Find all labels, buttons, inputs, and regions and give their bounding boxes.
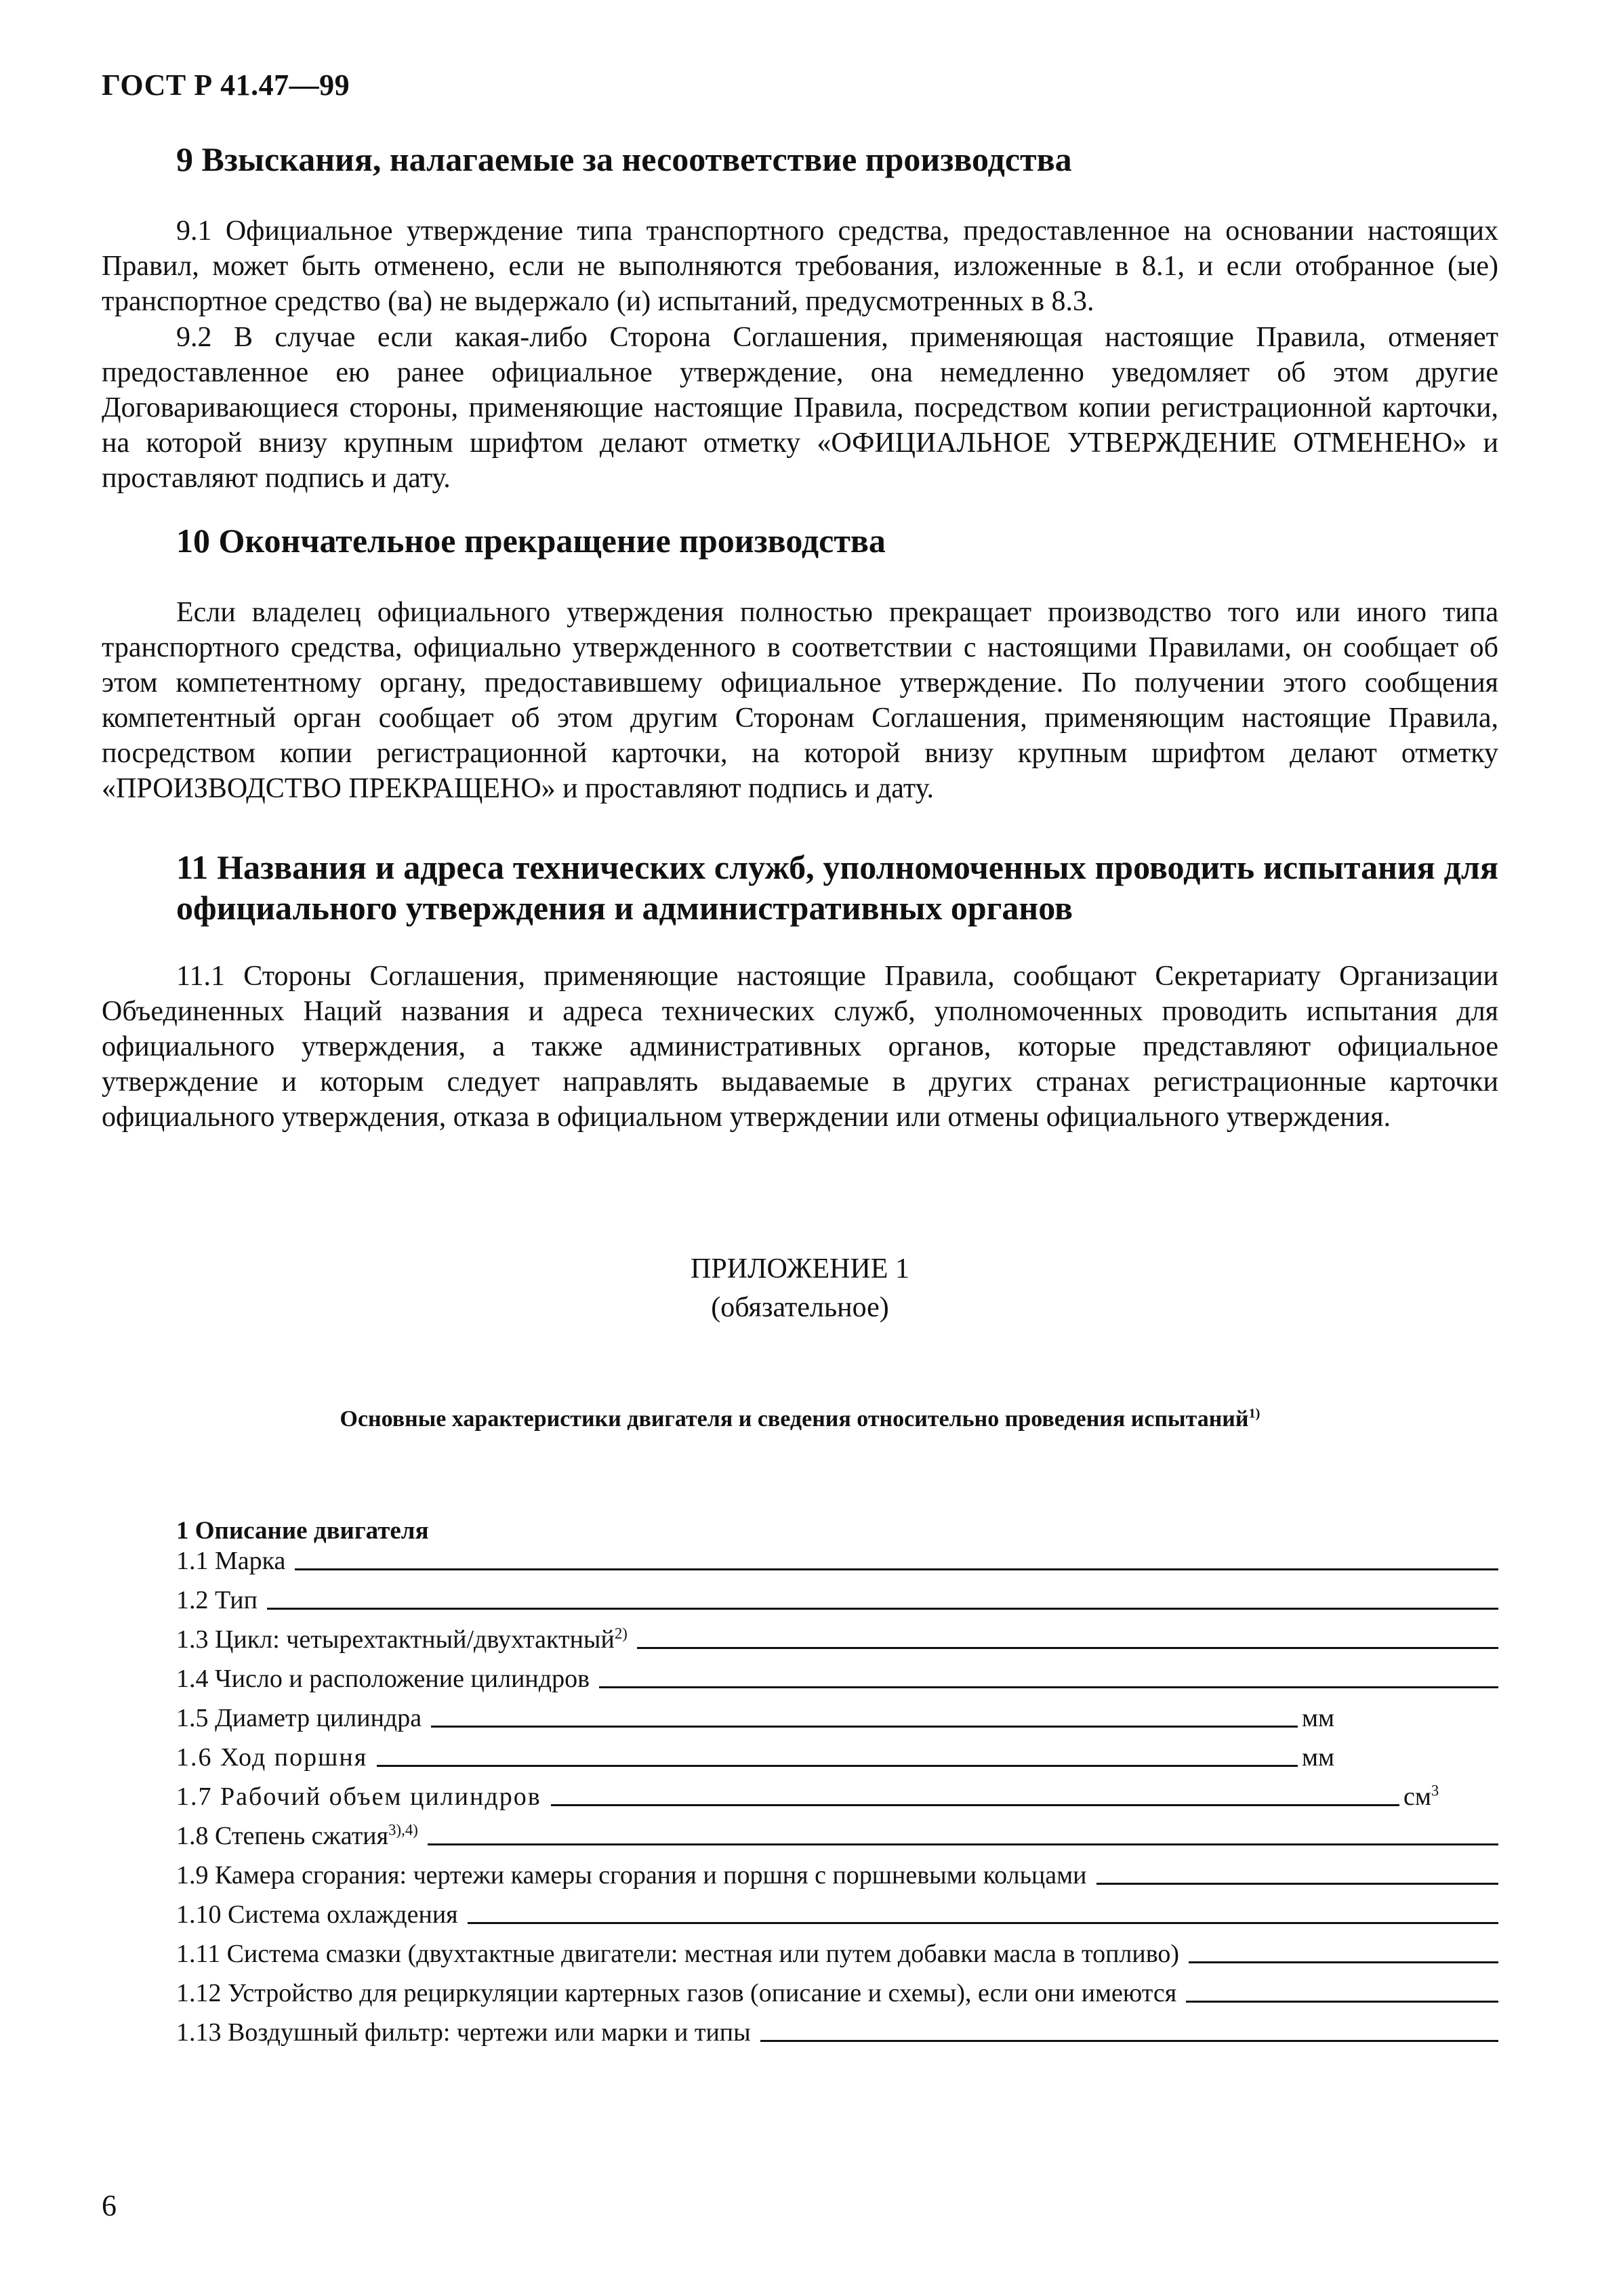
paragraph-9-2: 9.2 В случае если какая-либо Сторона Соглашения, применяющая настоящие Правила, отменяет предоставленное ею ранее официальное утверждение, она немедленно уведомляет об этом другие Договаривающиеся стороны, применяющие настоящие Правила, посредством копии регистрационной карточки, на которой внизу крупным шрифтом делают отметку «ОФИЦИАЛЬНОЕ УТВЕРЖДЕНИЕ ОТМЕНЕНО» и проставляют подпись и дату. <box>102 322 1498 494</box>
document-page <box>102 47 1498 2276</box>
fill-in-line <box>551 1801 1399 1806</box>
field-label: 1.5 Диаметр цилиндра <box>176 1704 422 1732</box>
page-number: 6 <box>102 2189 117 2222</box>
form-title-text: Основные характеристики двигателя и сведения относительно проведения испытаний <box>340 1406 1249 1432</box>
fill-in-line <box>468 1919 1498 1924</box>
field-label: 1.11 Система смазки (двухтактные двигатели: местная или путем добавки масла в топливо) <box>176 1940 1180 1968</box>
field-label: 1.9 Камера сгорания: чертежи камеры сгорания и поршня с поршневыми кольцами <box>176 1861 1087 1890</box>
fill-in-line <box>431 1723 1298 1728</box>
field-label: 1.4 Число и расположение цилиндров <box>176 1665 590 1693</box>
field-label: 1.7 Рабочий объем цилиндров <box>176 1782 541 1811</box>
footnote-ref: 2) <box>614 1625 628 1642</box>
unit-label: мм <box>1302 1743 1335 1772</box>
fill-in-line <box>428 1841 1498 1845</box>
paragraph-9-1: 9.1 Официальное утверждение типа транспортного средства, предоставленное на основании настоящих Правил, может быть отменено, если не выполняются требования, изложенные в 8.1, и если отобранное (ые) транспортное средство (ва) не выдержало (и) испытаний, предусмотренных в 8.3. <box>102 215 1498 317</box>
field-label: 1.10 Система охлаждения <box>176 1900 458 1929</box>
appendix-title: ПРИЛОЖЕНИЕ 1 <box>691 1253 909 1285</box>
unit-label: $см^3$ <box>1403 1782 1439 1811</box>
field-air-filter <box>176 2012 1498 2047</box>
field-label: 1.8 Степень сжатия$^{3),4)}$ <box>176 1821 418 1850</box>
section-10-heading: 10 Окончательное прекращение производства <box>176 522 886 560</box>
field-label: 1.2 Тип <box>176 1586 258 1614</box>
section-11-heading: 11 Названия и адреса технических служб, уполномоченных проводить испытания для официального утверждения и административных органов <box>176 848 1498 927</box>
fill-in-line <box>1096 1880 1498 1885</box>
engine-description-heading: 1 Описание двигателя <box>176 1517 429 1545</box>
field-make <box>176 1541 1498 1576</box>
paragraph-10: Если владелец официального утверждения полностью прекращает производство того или иного типа транспортного средства, официально утвержденного в соответствии с настоящими Правилами, он сообщает об этом компетентному органу, предоставившему официальное утверждение. По получении этого сообщения компетентный орган сообщает об этом другим Сторонам Соглашения, применяющим настоящие Правила, посредством копии регистрационной карточки, на которой внизу крупным шрифтом делают отметку «ПРОИЗВОДСТВО ПРЕКРАЩЕНО» и проставляют подпись и дату. <box>102 597 1498 804</box>
field-cooling <box>176 1894 1498 1929</box>
field-cylinders <box>176 1658 1498 1694</box>
form-title <box>102 1404 1498 1434</box>
field-lubrication <box>176 1934 1498 1969</box>
field-displacement <box>176 1776 1498 1812</box>
field-combustion-chamber <box>176 1855 1498 1890</box>
field-compression <box>176 1816 1498 1851</box>
unit-label: мм <box>1302 1704 1335 1732</box>
field-bore <box>176 1698 1498 1733</box>
form-title-footnote: 1) <box>1248 1406 1260 1421</box>
field-label: 1.3 Цикл: четырехтактный/двухтактный$^{2)}$ <box>176 1625 628 1654</box>
fill-in-line <box>1189 1959 1498 1963</box>
fill-in-line <box>377 1762 1298 1767</box>
footnote-ref: 3),4) <box>388 1821 418 1839</box>
paragraph-11-1: 11.1 Стороны Соглашения, применяющие настоящие Правила, сообщают Секретариату Организации Объединенных Наций названия и адреса технических служб, уполномоченных проводить испытания для официального утверждения, а также административных органов, которые представляют официальное утверждение и которым следует направлять выдаваемые в других странах регистрационные карточки официального утверждения, отказа в официальном утверждении или отмены официального утверждения. <box>102 961 1498 1133</box>
appendix-subtitle: (обязательное) <box>711 1292 889 1323</box>
fill-in-line <box>267 1605 1498 1610</box>
field-cycle <box>176 1619 1498 1654</box>
field-crankcase-recirculation <box>176 1973 1498 2008</box>
field-type <box>176 1580 1498 1615</box>
field-label: 1.6 Ход поршня <box>176 1743 368 1772</box>
fill-in-line <box>295 1566 1498 1570</box>
field-label: 1.1 Марка <box>176 1547 286 1575</box>
document-code: ГОСТ Р 41.47—99 <box>102 68 350 102</box>
fill-in-line <box>637 1644 1498 1649</box>
fill-in-line <box>1186 1998 1498 2003</box>
section-9-heading: 9 Взыскания, налагаемые за несоответствие производства <box>176 140 1072 178</box>
field-label: 1.12 Устройство для рециркуляции картерных газов (описание и схемы), если они имеются <box>176 1979 1177 2007</box>
fill-in-line <box>760 2037 1498 2042</box>
fill-in-line <box>599 1684 1498 1688</box>
field-label: 1.13 Воздушный фильтр: чертежи или марки и типы <box>176 2018 751 2047</box>
field-stroke <box>176 1737 1498 1772</box>
